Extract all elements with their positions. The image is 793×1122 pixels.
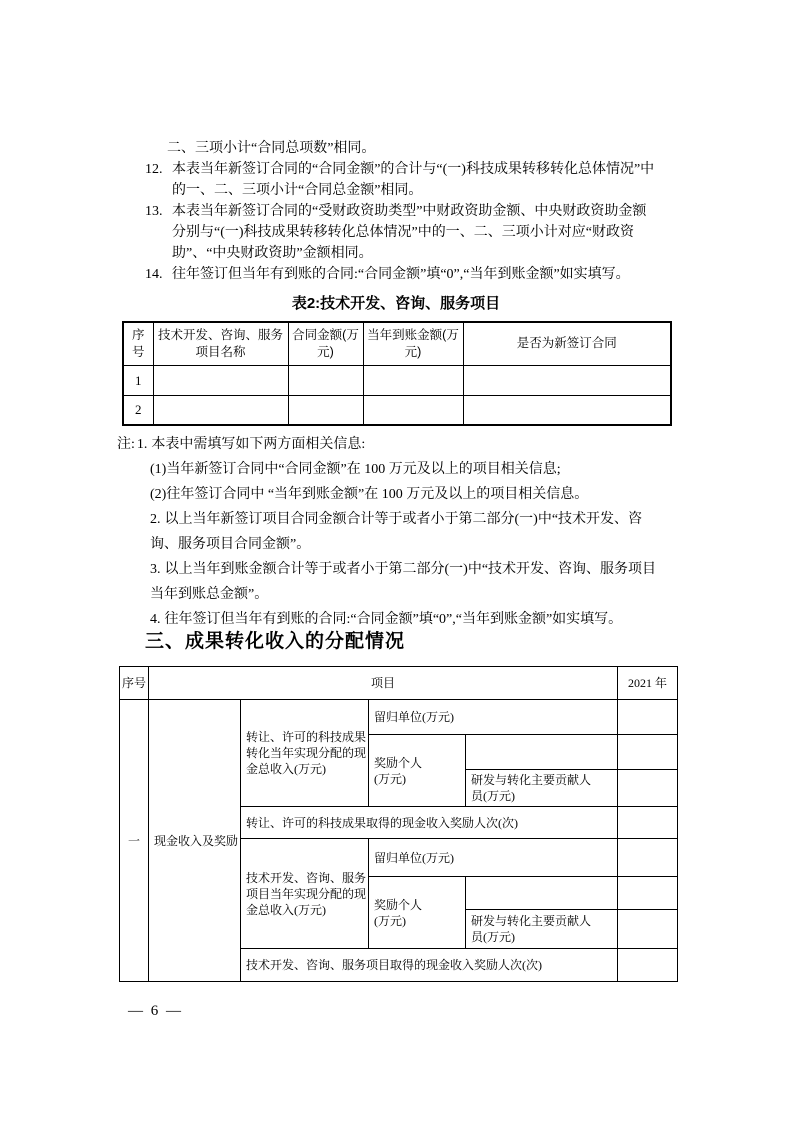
table2-title: 表2:技术开发、咨询、服务项目 — [291, 295, 501, 312]
table2-note-2 — [150, 507, 662, 557]
dist-transfer-income-label: 转让、许可的科技成果转化当年实现分配的现金总收入(万元) — [241, 700, 369, 807]
carryover-line: 二、三项小计“合同总项数”相同。 — [167, 141, 376, 156]
dist-reward-label-2-text: 奖励个人(万元) — [374, 897, 423, 928]
dist-reward-blank-1 — [466, 735, 618, 770]
dist-rd-contrib-label-1-text: 研发与转化主要贡献人员(万元) — [471, 773, 592, 803]
table2-row-1 — [123, 365, 671, 395]
table2-header-contract-amount: 合同金额(万元) — [288, 322, 363, 365]
note-item-12-text: 本表当年新签订合同的“合同金额”的合计与“(一)科技成果转移转化总体情况”中的一、二、三项小计“合同总金额”相同。 — [172, 162, 655, 198]
table2-header-received-amount: 当年到账金额(万元) — [363, 322, 463, 365]
dist-year-cell-6 — [618, 877, 678, 910]
table2-notes — [117, 432, 662, 632]
table2-header-project-name: 技术开发、咨询、服务项目名称 — [153, 322, 288, 365]
table2-header-is-new-contract: 是否为新签订合同 — [463, 322, 671, 365]
dist-year-cell-1 — [618, 700, 678, 735]
notes-label: 注: — [117, 437, 135, 452]
table2-note-1-sub-2: (2)往年签订合同中 “当年到账金额”在 100 万元及以上的项目相关信息。 — [150, 487, 589, 502]
note-item-12-number: 12. — [145, 162, 163, 177]
page-number: — 6 — — [128, 1003, 183, 1019]
table2-row-2-amount-cell — [288, 395, 363, 425]
dist-group-label: 现金收入及奖励 — [149, 700, 241, 982]
table2-service-projects — [122, 321, 672, 426]
table2-row-2-isnew-cell — [463, 395, 671, 425]
dist-rd-contrib-label-2-text: 研发与转化主要贡献人员(万元) — [471, 914, 592, 944]
dist-retained-label-1: 留归单位(万元) — [369, 700, 618, 735]
table2-row-1-received-cell — [363, 365, 463, 395]
table2-note-2-text: 以上当年新签订项目合同金额合计等于或者小于第二部分(一)中“技术开发、咨询、服务项目合同金额”。 — [150, 512, 643, 552]
income-distribution-table — [119, 666, 678, 982]
dist-row-retained-1 — [120, 700, 678, 735]
table2-note-1 — [117, 432, 662, 457]
dist-year-cell-3 — [618, 770, 678, 807]
note-item-13 — [145, 201, 657, 264]
note-item-13-text: 本表当年新签订合同的“受财政资助类型”中财政资助金额、中央财政资助金额分别与“(一)科技成果转移转化总体情况”中的一、二、三项小计对应“财政资助”、“中央财政资助”金额相同。 — [172, 204, 647, 261]
dist-year-cell-5 — [618, 839, 678, 877]
section3-heading: 三、成果转化收入的分配情况 — [145, 631, 406, 652]
dist-reward-label-1-text: 奖励个人(万元) — [374, 755, 423, 786]
table2-header-row — [123, 322, 671, 365]
table2-note-1-text: 本表中需填写如下两方面相关信息: — [151, 437, 366, 452]
dist-year-cell-4 — [618, 807, 678, 839]
table2-note-1-number: 1. — [136, 437, 148, 452]
table2-note-1-sub-1: (1)当年新签订合同中“合同金额”在 100 万元及以上的项目相关信息; — [150, 462, 561, 477]
dist-reward-blank-2 — [466, 877, 618, 910]
dist-year-cell-7 — [618, 910, 678, 949]
dist-year-cell-8 — [618, 949, 678, 982]
table2-row-2-name-cell — [153, 395, 288, 425]
dist-retained-label-2: 留归单位(万元) — [369, 839, 618, 877]
table2-row-2-received-cell — [363, 395, 463, 425]
note-item-14-number: 14. — [145, 267, 163, 282]
table2-header-seq: 序号 — [123, 322, 153, 365]
table2-note-2-number: 2. — [150, 512, 161, 527]
dist-transfer-times-label: 转让、许可的科技成果取得的现金收入奖励人次(次) — [241, 807, 618, 839]
note-item-14-text: 往年签订但当年有到账的合同:“合同金额”填“0”,“当年到账金额”如实填写。 — [172, 267, 630, 282]
top-note-list — [145, 138, 657, 285]
note-item-13-number: 13. — [145, 204, 163, 219]
note-item-12 — [145, 159, 657, 201]
dist-reward-label-2 — [369, 877, 466, 949]
dist-reward-label-1 — [369, 735, 466, 807]
table2-note-4-number: 4. — [150, 612, 161, 627]
table2-row-2 — [123, 395, 671, 425]
dist-header-item: 项目 — [149, 667, 618, 700]
dist-service-times-label: 技术开发、咨询、服务项目取得的现金收入奖励人次(次) — [241, 949, 618, 982]
dist-rd-contrib-label-2 — [466, 910, 618, 949]
table2-note-3 — [150, 557, 662, 607]
dist-service-income-label: 技术开发、咨询、服务项目当年实现分配的现金总收入(万元) — [241, 839, 369, 949]
dist-rd-contrib-label-1 — [466, 770, 618, 807]
dist-year-cell-2 — [618, 735, 678, 770]
dist-header-year: 2021 年 — [618, 667, 678, 700]
table2-row-1-amount-cell — [288, 365, 363, 395]
note-item-14 — [145, 264, 657, 285]
table2-row-1-name-cell — [153, 365, 288, 395]
dist-group-seq: 一 — [120, 700, 149, 982]
dist-header-row — [120, 667, 678, 700]
table2-row-1-seq: 1 — [123, 365, 153, 395]
table2-note-4-text: 往年签订但当年有到账的合同:“合同金额”填“0”,“当年到账金额”如实填写。 — [164, 612, 623, 627]
table2-note-3-text: 以上当年到账金额合计等于或者小于第二部分(一)中“技术开发、咨询、服务项目当年到账总金额”。 — [150, 562, 657, 602]
table2-row-2-seq: 2 — [123, 395, 153, 425]
dist-header-seq: 序号 — [120, 667, 149, 700]
table2-note-3-number: 3. — [150, 562, 161, 577]
table2-row-1-isnew-cell — [463, 365, 671, 395]
